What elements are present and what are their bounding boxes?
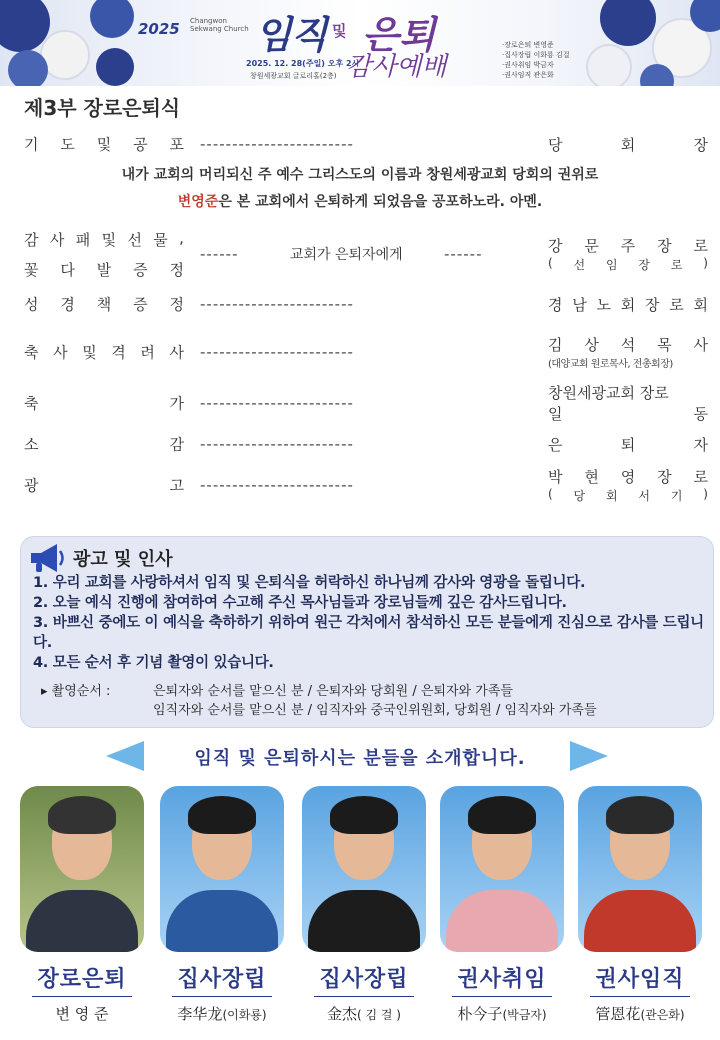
notice-title: 광고 및 인사	[73, 549, 173, 570]
program-char: 당	[548, 135, 563, 154]
program-person-line: 창원세광교회 장로	[548, 384, 669, 402]
person-photo	[160, 786, 284, 952]
program-label	[24, 134, 184, 155]
dash-leader: ------------------------	[200, 343, 354, 361]
photo-order-label: ▸ 촬영순서 :	[41, 684, 111, 699]
program-char: (	[548, 487, 553, 501]
program-char: 가	[169, 394, 184, 413]
program-char: 장	[645, 295, 660, 314]
person-card	[438, 786, 566, 1024]
program-char: 강	[548, 237, 563, 255]
program-char: 상	[584, 336, 599, 354]
program-row	[24, 326, 708, 378]
header-banner	[0, 0, 720, 86]
person-role: 권사임직	[595, 967, 685, 992]
program-char: )	[703, 487, 708, 501]
program-row	[24, 378, 708, 428]
program-label	[24, 224, 184, 284]
program-char: 광	[24, 476, 39, 495]
person-card	[18, 786, 146, 1024]
flower-icon	[90, 0, 134, 38]
program-char: 남	[572, 295, 587, 314]
banner-list-item: ·권사취임 박금자	[502, 61, 554, 69]
megaphone-icon	[27, 541, 67, 575]
program-char: 노	[596, 295, 611, 314]
program-char: 자	[693, 435, 708, 454]
program-char: 장	[693, 135, 708, 154]
program-row	[24, 124, 708, 164]
person-card	[158, 786, 286, 1024]
program-char: )	[703, 256, 708, 270]
program-char: 석	[620, 336, 636, 354]
program-char: 박	[548, 468, 563, 486]
declaration-text: 은 본 교회에서 은퇴하게 되었음을 공포하노라. 아멘.	[218, 194, 543, 210]
program-char: 영	[620, 468, 636, 486]
program-char: 다	[60, 260, 75, 279]
banner-church-name: Changwon Sekwang Church	[190, 17, 249, 33]
program-char: 장	[638, 258, 650, 272]
program-char: 물	[153, 230, 168, 249]
banner-venue: 창원세광교회 글로리홀(2층)	[250, 72, 337, 80]
program-char: 공	[133, 135, 148, 154]
photo-order	[41, 682, 597, 720]
program-person	[548, 460, 708, 510]
program-label	[24, 294, 184, 315]
banner-list-item: ·집사장립 이화룡 김걸	[502, 51, 570, 59]
program-char: 경	[548, 295, 563, 314]
program-char: 사	[49, 230, 65, 249]
banner-honoree-list	[502, 40, 570, 80]
program-person	[548, 284, 708, 324]
program-char: 및	[101, 230, 117, 249]
flower-icon	[586, 44, 632, 86]
photo-order-line: 임직자와 순서를 맡으신 분 / 임직자와 중국인위원회, 당회원 / 임직자와 가족들	[153, 703, 597, 718]
program-label	[24, 475, 184, 496]
program-person	[548, 378, 708, 428]
banner-year: 2025	[138, 20, 180, 38]
section-title: 제3부 장로은퇴식	[24, 96, 181, 120]
program-row	[24, 224, 708, 284]
flower-icon	[600, 0, 656, 46]
program-label	[24, 342, 184, 363]
dash-leader: ------------------------	[200, 476, 354, 494]
flower-icon	[96, 48, 134, 86]
program-char: 사	[169, 343, 184, 362]
dash-leader: ------	[444, 245, 483, 263]
person-role: 장로은퇴	[37, 967, 127, 992]
program-char: 장	[657, 237, 672, 255]
declaration-line-2	[0, 191, 720, 211]
program-char: 및	[82, 343, 97, 362]
person-card	[576, 786, 704, 1024]
banner-datetime: 2025. 12. 28(주일) 오후 2시	[246, 59, 360, 68]
program-char: 목	[657, 336, 672, 354]
program-char: 도	[60, 135, 75, 154]
notice-item: 2. 오늘 예식 진행에 참여하여 수고해 주신 목사님들과 장로님들께 깊은 감사드립니다.	[33, 595, 567, 611]
program-char: 회	[620, 135, 636, 154]
program-char: 정	[169, 295, 184, 314]
program-char: 회	[620, 295, 636, 314]
program-char: 동	[693, 405, 708, 423]
program-label	[24, 434, 184, 455]
program-person	[548, 124, 708, 164]
dash-leader: ------------------------	[200, 435, 354, 453]
intro-heading: 임직 및 은퇴하시는 분들을 소개합니다.	[194, 748, 526, 769]
program-char: 기	[670, 489, 683, 503]
dash-leader: ------------------------	[200, 135, 354, 153]
flower-icon	[8, 50, 48, 86]
program-char: 성	[24, 295, 39, 314]
person-photo	[440, 786, 564, 952]
banner-list-item: ·장로은퇴 변영준	[502, 41, 554, 49]
program-char: 로	[669, 295, 684, 314]
program-char: 정	[169, 260, 184, 279]
program-char: 로	[670, 258, 683, 272]
program-char: 증	[133, 260, 148, 279]
program-char: 책	[96, 295, 112, 314]
person-card	[300, 786, 428, 1024]
program-char: 서	[638, 489, 650, 503]
program-char: 꽃	[24, 260, 39, 279]
person-name: 管恩花(관은화)	[595, 1005, 685, 1023]
program-char: 김	[548, 336, 563, 354]
program-char: 은	[548, 435, 563, 454]
program-char: 증	[133, 295, 148, 314]
person-name: 변 영 준	[55, 1005, 109, 1023]
program-char: 장	[657, 468, 672, 486]
program-char: 패	[75, 230, 91, 249]
banner-title-ordination: 임직	[255, 13, 327, 57]
program-person	[548, 224, 708, 284]
declaration-line-1: 내가 교회의 머리되신 주 예수 그리스도의 이름과 창원세광교회 당회의 권위로	[121, 167, 599, 183]
program-char: 축	[24, 394, 39, 413]
program-char: 회	[693, 295, 708, 314]
program-char: 및	[96, 135, 112, 154]
program-char: (	[548, 256, 553, 270]
program-char: 일	[548, 405, 563, 423]
banner-list-item: ·권사임직 관은화	[502, 71, 554, 79]
notice-item: 4. 모든 순서 후 기념 촬영이 있습니다.	[33, 655, 274, 671]
person-role: 집사장립	[319, 967, 409, 992]
program-char: 선	[127, 230, 142, 249]
person-name: 李华龙(이화룡)	[177, 1005, 267, 1023]
banner-title-and: 및	[332, 22, 347, 40]
program-char: 문	[584, 237, 599, 255]
banner-title-service: 감사예배	[346, 52, 447, 82]
person-name: 朴今子(박금자)	[457, 1005, 547, 1023]
program-char: 소	[24, 435, 39, 454]
program-char: 선	[573, 258, 586, 272]
program-char: 감	[24, 230, 39, 249]
program-char: 기	[24, 135, 39, 154]
photo-order-line: 은퇴자와 순서를 맡으신 분 / 은퇴자와 당회원 / 은퇴자와 가족들	[153, 684, 513, 699]
program-person	[548, 326, 708, 378]
person-photo	[578, 786, 702, 952]
program-char: 당	[573, 489, 586, 503]
program-char: 경	[60, 295, 75, 314]
notice-list	[33, 573, 709, 673]
retiree-name-highlight: 변영준	[177, 194, 219, 210]
program-char: 로	[693, 468, 708, 486]
program-person	[548, 424, 708, 464]
program-char: 로	[693, 237, 708, 255]
program-row	[24, 460, 708, 510]
program-char: 포	[169, 135, 184, 154]
program-middle: 교회가 은퇴자에게	[290, 247, 403, 263]
person-role: 집사장립	[177, 967, 267, 992]
program-char: 임	[605, 258, 618, 272]
program-char: 축	[24, 343, 39, 362]
dash-leader: ------	[200, 245, 239, 263]
person-name: 金杰( 김 걸 )	[326, 1005, 401, 1023]
program-char: 려	[140, 343, 155, 362]
notice-box	[20, 536, 714, 728]
program-char: 발	[96, 260, 112, 279]
notice-item: 3. 바쁘신 중에도 이 예식을 축하하기 위하여 원근 각처에서 참석하신 모든 분들에게 진심으로 감사를 드립니다.	[33, 615, 704, 651]
dash-leader: ------------------------	[200, 295, 354, 313]
person-photo	[20, 786, 144, 952]
program-char: 고	[169, 476, 184, 495]
banner-title-retirement: 은퇴	[362, 13, 436, 57]
program-char: ,	[179, 228, 184, 247]
program-char: 퇴	[620, 435, 636, 454]
notice-item: 1. 우리 교회를 사랑하셔서 임직 및 은퇴식을 허락하신 하나님께 감사와 영광을 돌립니다.	[33, 575, 586, 591]
program-char: 사	[693, 336, 708, 354]
person-role: 권사취임	[457, 967, 547, 992]
program-person-note: (대양교회 원로목사, 전총회장)	[548, 359, 673, 370]
program-char: 사	[53, 343, 68, 362]
program-char: 감	[169, 435, 184, 454]
program-row	[24, 424, 708, 464]
program-char: 주	[620, 237, 636, 255]
person-photo	[302, 786, 426, 952]
program-row	[24, 284, 708, 324]
program-char: 격	[111, 343, 126, 362]
program-char: 회	[605, 489, 618, 503]
program-char: 현	[584, 468, 599, 486]
program-label	[24, 393, 184, 414]
dash-leader: ------------------------	[200, 394, 354, 412]
